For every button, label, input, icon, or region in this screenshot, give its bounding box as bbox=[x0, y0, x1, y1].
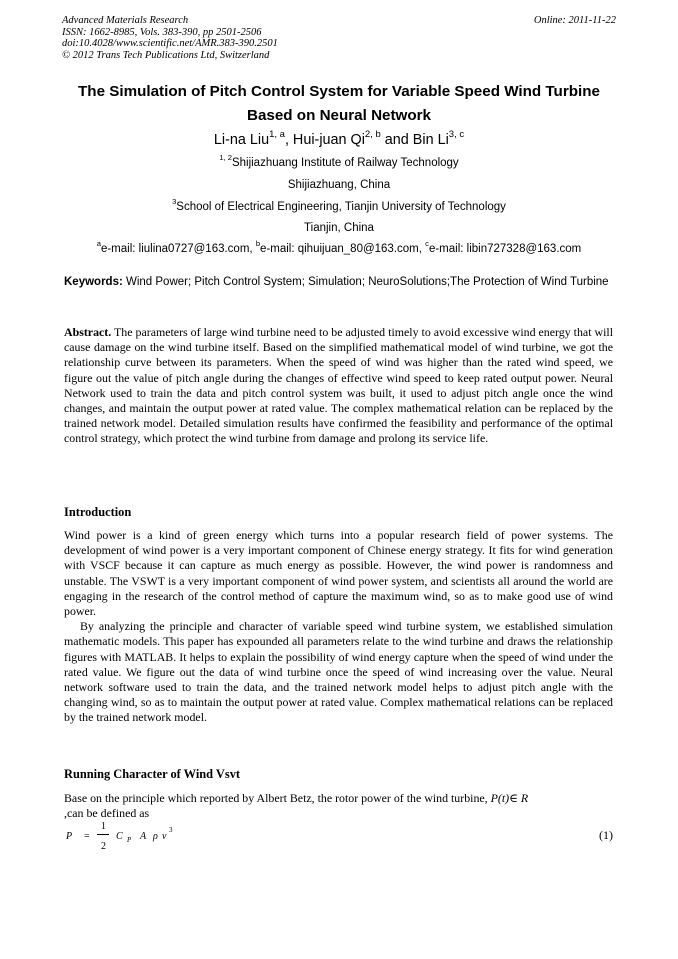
author-2-affil: 2, b bbox=[364, 128, 381, 140]
eq-fraction-denominator: 2 bbox=[101, 841, 106, 852]
keywords-label: Keywords: bbox=[64, 276, 123, 288]
issn-line: ISSN: 1662-8985, Vols. 383-390, pp 2501-2506 bbox=[62, 26, 262, 38]
copyright-line: © 2012 Trans Tech Publications Ltd, Switzerland bbox=[62, 49, 270, 61]
equation-number: (1) bbox=[599, 828, 613, 842]
abstract-text: The parameters of large wind turbine need to be adjusted timely to avoid excessive wind energy that will cause damage on the wind turbine itself. Based on the simplified mathematical model of wind turbine, we got the relationship curve between its parameters. When the speed of wind was higher than the rated wind speed, we figure out the value of pitch angle during the changes of effective wind speed to keep rated output power. Neural Network used to train the data and pitch control system was built, it used to adjust pitch angle once the wind changes, and maintain the output power at rated value. The complex mathematical relation can be replaced by the trained network model. Detailed simulation results have confirmed the feasibility and performance of the optimal control strategy, which protect the wind turbine from damage and prolong its service life. bbox=[64, 325, 613, 446]
title-line-2: Based on Neural Network bbox=[247, 107, 431, 124]
author-3: and Bin Li bbox=[380, 132, 449, 148]
eq-velocity: v bbox=[162, 831, 167, 842]
affiliation-1-name: Shijiazhuang Institute of Railway Technology bbox=[231, 157, 459, 169]
email-c-mark: c bbox=[425, 239, 429, 249]
eq-lhs: P bbox=[66, 831, 73, 842]
online-date: Online: 2011-11-22 bbox=[533, 15, 616, 26]
eq-area: A bbox=[140, 831, 147, 842]
running-character-text bbox=[64, 791, 613, 821]
eq-fraction-numerator: 1 bbox=[101, 821, 106, 832]
paper-title bbox=[55, 80, 623, 128]
keywords-text: Wind Power; Pitch Control System; Simulation; NeuroSolutions;The Protection of Wind Turbine bbox=[122, 276, 609, 288]
keywords bbox=[64, 276, 613, 290]
author-1-affil: 1, a bbox=[269, 128, 285, 140]
introduction-paragraph-2: By analyzing the principle and character of variable speed wind turbine system, we established simulation mathematic models. This paper has expounded all parameters relate to the wind turbine and draws the relationship figures with MATLAB. It helps to explain the possibility of wind energy capture when the speed of wind under the rated value. We figure out the data of wind turbine once the speed of wind increasing over the value. Neural network software used to train the data, and the trained network model helps to adjust pitch angle with the changing wind, so as to maintain the output power at rated value. Complex mathematical relations can be replaced by the trained network model. bbox=[64, 619, 613, 725]
email-c[interactable]: e-mail: libin727328@163.com bbox=[428, 243, 582, 255]
introduction-paragraph-1: Wind power is a kind of green energy which turns into a popular research field of power systems. The development of wind power is a very important component of Chinese energy strategy. It fits for wind generation with VSCF because it can capture as much energy as possible. However, the wind power is randomness and unstable. The VSWT is a very important component of wind power system, and scientists all around the world are engaging in the research of the control method of capture the maximum wind, so as to make good use of wind power. bbox=[64, 528, 613, 619]
introduction-body bbox=[64, 528, 613, 726]
abstract-label: Abstract. bbox=[64, 325, 112, 339]
affiliation-1-city: Shijiazhuang, China bbox=[287, 179, 391, 191]
title-line-1: The Simulation of Pitch Control System for Variable Speed Wind Turbine bbox=[78, 83, 600, 100]
eq-cp-sub: P bbox=[127, 836, 132, 844]
affiliation-1 bbox=[55, 153, 623, 170]
eq-rho: ρ bbox=[153, 831, 158, 842]
affiliation-3-city: Tianjin, China bbox=[304, 222, 374, 234]
math-element-of: ∈ bbox=[509, 791, 518, 805]
author-list bbox=[55, 130, 623, 150]
eq-equals: = bbox=[84, 831, 90, 842]
email-b-mark: b bbox=[255, 239, 261, 249]
eq-exponent: 3 bbox=[169, 826, 173, 834]
doi-line[interactable]: doi:10.4028/www.scientific.net/AMR.383-390.2501 bbox=[62, 38, 278, 49]
author-2: , Hui-juan Qi bbox=[284, 132, 365, 148]
affiliation-1-mark: 1, 2 bbox=[219, 153, 232, 163]
eq-fraction-bar bbox=[97, 834, 109, 835]
author-1: Li-na Liu bbox=[213, 132, 270, 148]
equation-1 bbox=[64, 822, 613, 862]
running-text-b: ,can be defined as bbox=[64, 806, 150, 821]
email-line bbox=[55, 239, 623, 256]
author-3-affil: 3, c bbox=[448, 128, 465, 140]
email-a[interactable]: e-mail: liulina0727@163.com, bbox=[100, 243, 256, 255]
running-text-a: Base on the principle which reported by Albert Betz, the rotor power of the wind turbine, bbox=[64, 791, 491, 805]
email-a-mark: a bbox=[96, 239, 101, 249]
abstract bbox=[64, 325, 613, 447]
introduction-heading: Introduction bbox=[64, 505, 132, 519]
math-p-of-t: P(t) bbox=[490, 791, 510, 805]
affiliation-3-mark: 3 bbox=[172, 197, 177, 207]
eq-cp: C bbox=[116, 831, 123, 842]
math-r: R bbox=[520, 791, 529, 805]
affiliation-3 bbox=[55, 197, 623, 214]
email-b[interactable]: e-mail: qihuijuan_80@163.com, bbox=[260, 243, 426, 255]
running-character-heading: Running Character of Wind Vsvt bbox=[64, 767, 241, 781]
journal-name: Advanced Materials Research bbox=[62, 15, 189, 26]
journal-header bbox=[62, 15, 278, 61]
affiliation-3-name: School of Electrical Engineering, Tianjin University of Technology bbox=[176, 201, 506, 213]
